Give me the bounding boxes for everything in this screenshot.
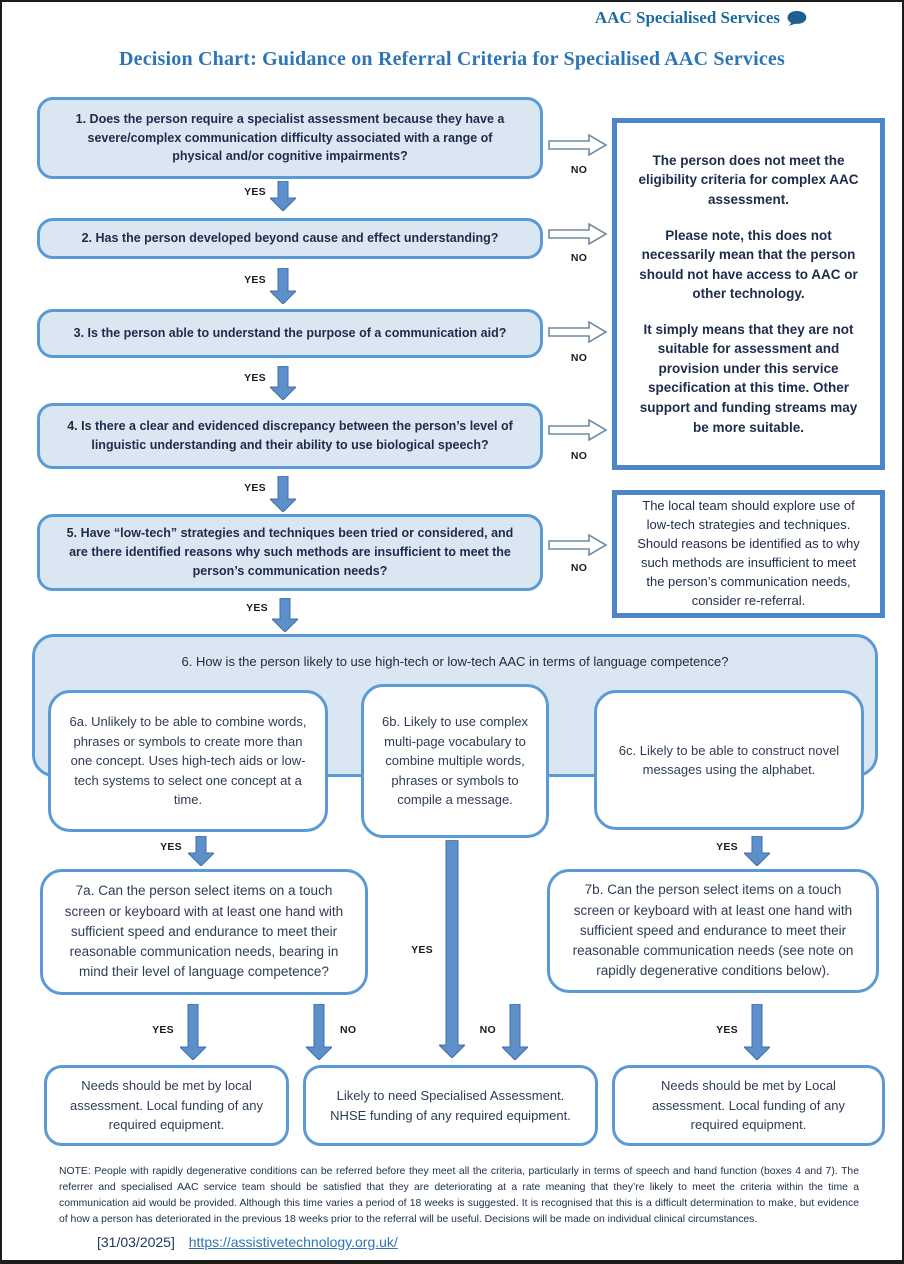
side-box-not-eligible <box>612 118 885 470</box>
yes-arrow-q4-q5 <box>270 476 296 512</box>
note-text: NOTE: People with rapidly degenerative conditions can be referred before they meet all the criteria, particularly in terms of speech and hand function (boxes 4 and 7). The referrer and specialised AAC service team should be satisfied that they are deteriorating at a rate meaning that they’re likely to meet the criteria within the time a communication aid would be provided. Although this time varies a period of 18 weeks is suggested. It is recognised that this is a difficult determination to make, but evidence of how a person has deteriorated in the previous 18 weeks prior to the referral will be useful. Decisions will be made on individual clinical circumstances. <box>59 1166 859 1225</box>
yes-arrow-q5-q6 <box>272 598 298 632</box>
option-box-6a: 6a. Unlikely to be able to combine words, phrases or symbols to create more than one concept. Uses high-tech aids or low-tech systems to select one concept at a time. <box>48 690 328 832</box>
side-box-low-tech: The local team should explore use of low-tech strategies and techniques. Should reasons be identified as to why such methods are insufficient to meet the person’s communication needs, consider re-referral. <box>612 490 885 618</box>
no-label-3: NO <box>570 352 588 364</box>
no-arrow-7a-specialised <box>306 1004 332 1060</box>
yes-label-6a: YES <box>160 841 182 853</box>
brand-text: AAC Specialised Services <box>594 8 780 27</box>
yes-label-5: YES <box>246 602 268 614</box>
no-arrow-q5 <box>548 532 608 558</box>
footer <box>97 1234 398 1250</box>
no-arrow-q4 <box>548 417 608 443</box>
footer-link[interactable]: https://assistivetechnology.org.uk/ <box>188 1234 398 1250</box>
no-label-7b: NO <box>479 1024 496 1036</box>
no-arrow-q2 <box>548 221 608 247</box>
no-arrow-q1 <box>548 132 608 158</box>
outcome-box-local-right: Needs should be met by Local assessment. Local funding of any required equipment. <box>612 1065 885 1146</box>
speech-bubble-icon <box>786 10 807 27</box>
question-box-2: 2. Has the person developed beyond cause and effect understanding? <box>37 218 543 259</box>
no-label-7a: NO <box>340 1024 357 1036</box>
yes-label-7a: YES <box>152 1024 174 1036</box>
no-label-5: NO <box>570 562 588 574</box>
yes-arrow-7a-outcome <box>180 1004 206 1060</box>
no-label-4: NO <box>570 450 588 462</box>
yes-label-1: YES <box>244 186 266 198</box>
option-box-6b: 6b. Likely to use complex multi-page vocabulary to combine multiple words, phrases or symbols to compile a message. <box>361 684 549 838</box>
question-box-7b: 7b. Can the person select items on a touch screen or keyboard with at least one hand with sufficient speed and endurance to meet their reasonable communication needs (see note on rapidly degenerative conditions below). <box>547 869 879 993</box>
question-box-3: 3. Is the person able to understand the purpose of a communication aid? <box>37 309 543 358</box>
option-box-6c: 6c. Likely to be able to construct novel messages using the alphabet. <box>594 690 864 830</box>
question-box-4: 4. Is there a clear and evidenced discrepancy between the person’s level of linguistic understanding and their ability to use biological speech? <box>37 403 543 469</box>
no-label-1: NO <box>570 164 588 176</box>
question-box-7a: 7a. Can the person select items on a touch screen or keyboard with at least one hand with sufficient speed and endurance to meet their reasonable communication needs, bearing in mind their level of language competence? <box>40 869 368 995</box>
no-arrow-q3 <box>548 319 608 345</box>
yes-arrow-q3-q4 <box>270 366 296 400</box>
question-box-1: 1. Does the person require a specialist assessment because they have a severe/complex communication difficulty associated with a range of physical and/or cognitive impairments? <box>37 97 543 179</box>
question-box-5: 5. Have “low-tech” strategies and techniques been tried or considered, and are there identified reasons why such methods are insufficient to meet the person’s communication needs? <box>37 514 543 591</box>
footer-date: [31/03/2025] <box>97 1234 175 1250</box>
yes-arrow-q2-q3 <box>270 268 296 304</box>
yes-arrow-q1-q2 <box>270 181 296 211</box>
not-eligible-paragraph-1: The person does not meet the eligibility criteria for complex AAC assessment. <box>638 152 859 207</box>
page-title: Decision Chart: Guidance on Referral Criteria for Specialised AAC Services <box>119 48 785 70</box>
yes-label-6b: YES <box>411 944 433 956</box>
no-arrow-7b-specialised <box>502 1004 528 1060</box>
not-eligible-paragraph-2: Please note, this does not necessarily mean that the person should not have access to AAC or other technology. <box>639 227 858 302</box>
outcome-box-local-left: Needs should be met by local assessment. Local funding of any required equipment. <box>44 1065 289 1146</box>
yes-label-6c: YES <box>716 841 738 853</box>
question-6-text: 6. How is the person likely to use high-tech or low-tech AAC in terms of language competence? <box>181 654 729 669</box>
brand <box>595 8 807 28</box>
yes-arrow-6a-7a <box>188 836 214 866</box>
yes-arrow-7b-outcome <box>744 1004 770 1060</box>
no-label-2: NO <box>570 252 588 264</box>
yes-label-2: YES <box>244 274 266 286</box>
yes-label-4: YES <box>244 482 266 494</box>
yes-label-7b: YES <box>716 1024 738 1036</box>
yes-label-3: YES <box>244 372 266 384</box>
not-eligible-paragraph-3: It simply means that they are not suitable for assessment and provision under this service specification at this time. Other support and funding streams may be more suitable. <box>639 321 858 435</box>
outcome-box-specialised: Likely to need Specialised Assessment. NHSE funding of any required equipment. <box>303 1065 598 1146</box>
yes-arrow-6c-7b <box>744 836 770 866</box>
